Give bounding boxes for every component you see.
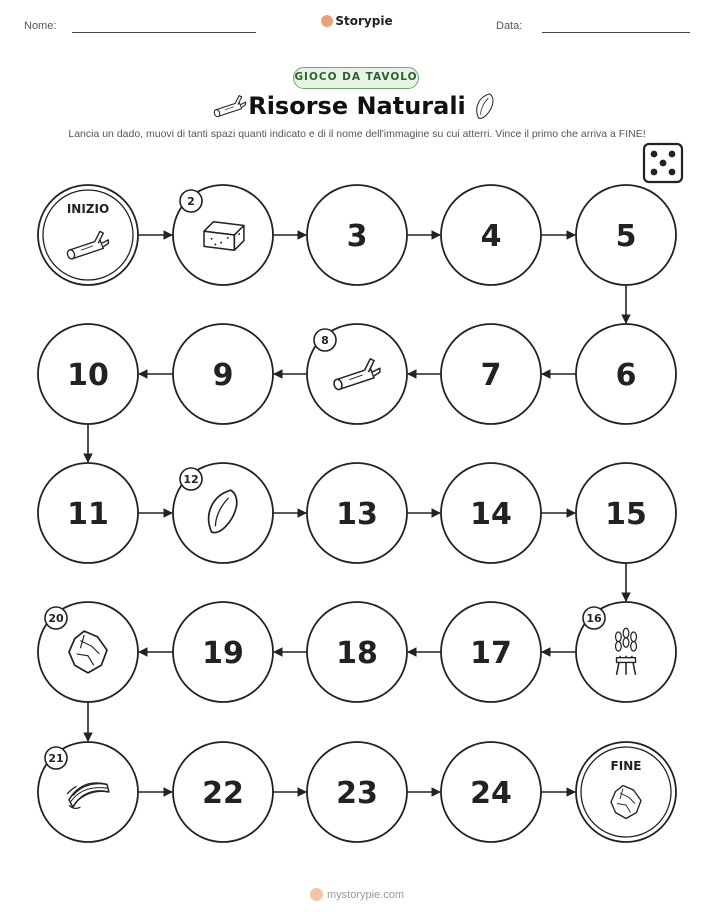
cell-badge-number: 12: [183, 473, 199, 486]
board-cell-12: [173, 463, 273, 563]
board-cell-17: [441, 602, 541, 702]
cell-badge-number: 20: [48, 612, 64, 625]
board-cell-9: [173, 324, 273, 424]
cell-number: 18: [336, 636, 378, 671]
cell-number: 6: [615, 358, 637, 393]
board-cell-24: [441, 742, 541, 842]
cell-number: 14: [470, 497, 512, 532]
cell-number: 24: [470, 776, 512, 811]
end-label: FINE: [610, 759, 642, 773]
footer: [0, 888, 714, 901]
footer-url[interactable]: mystorypie.com: [326, 889, 405, 901]
page-title: Risorse Naturali: [248, 92, 466, 120]
cell-number: 23: [336, 776, 378, 811]
title-seed-icon: [477, 94, 493, 119]
footer-logo-icon: [310, 888, 323, 901]
cell-number: 19: [202, 636, 244, 671]
cell-number: 13: [336, 497, 378, 532]
instructions: Lancia un dado, muovi di tanti spazi quanti indicato e di il nome dell'immagine su cui atterri. Vince il primo che arriva a FINE!: [68, 128, 646, 140]
board-cell-16: [576, 602, 676, 702]
board-cell-5: [576, 185, 676, 285]
board-cell-11: [38, 463, 138, 563]
board-cell-3: [307, 185, 407, 285]
board-cell-2: [173, 185, 273, 285]
brick-icon: [204, 222, 244, 251]
cell-number: 15: [605, 497, 647, 532]
end-cell: [576, 742, 676, 842]
board-cell-7: [441, 324, 541, 424]
board-cell-23: [307, 742, 407, 842]
board-cell-10: [38, 324, 138, 424]
cell-number: 9: [212, 358, 234, 393]
cell-number: 5: [615, 219, 637, 254]
cell-badge-number: 2: [187, 195, 195, 208]
cell-number: 4: [480, 219, 502, 254]
board-cells: [38, 185, 676, 842]
category-tag: GIOCO DA TAVOLO: [293, 67, 419, 89]
cell-number: 10: [67, 358, 109, 393]
board-cell-14: [441, 463, 541, 563]
dice-five-icon: [644, 144, 682, 182]
name-label: Nome:: [24, 20, 57, 32]
cell-badge-number: 8: [321, 334, 329, 347]
cell-number: 17: [470, 636, 512, 671]
cell-number: 11: [67, 497, 109, 532]
board-cell-20: [38, 602, 138, 702]
cell-badge-number: 16: [586, 612, 602, 625]
start-cell: [38, 185, 138, 285]
cell-badge-number: 21: [48, 752, 64, 765]
board-cell-19: [173, 602, 273, 702]
cell-number: 3: [346, 219, 368, 254]
board-cell-4: [441, 185, 541, 285]
title-log-icon: [213, 96, 245, 118]
date-label: Data:: [496, 20, 523, 32]
board-cell-6: [576, 324, 676, 424]
start-label: INIZIO: [66, 202, 110, 216]
board-cell-18: [307, 602, 407, 702]
board-cell-13: [307, 463, 407, 563]
board-cell-15: [576, 463, 676, 563]
board-cell-8: [307, 324, 407, 424]
cell-number: 22: [202, 776, 244, 811]
cell-number: 7: [480, 358, 502, 393]
board-cell-21: [38, 742, 138, 842]
board-cell-22: [173, 742, 273, 842]
brand-name: Storypie: [335, 14, 393, 28]
